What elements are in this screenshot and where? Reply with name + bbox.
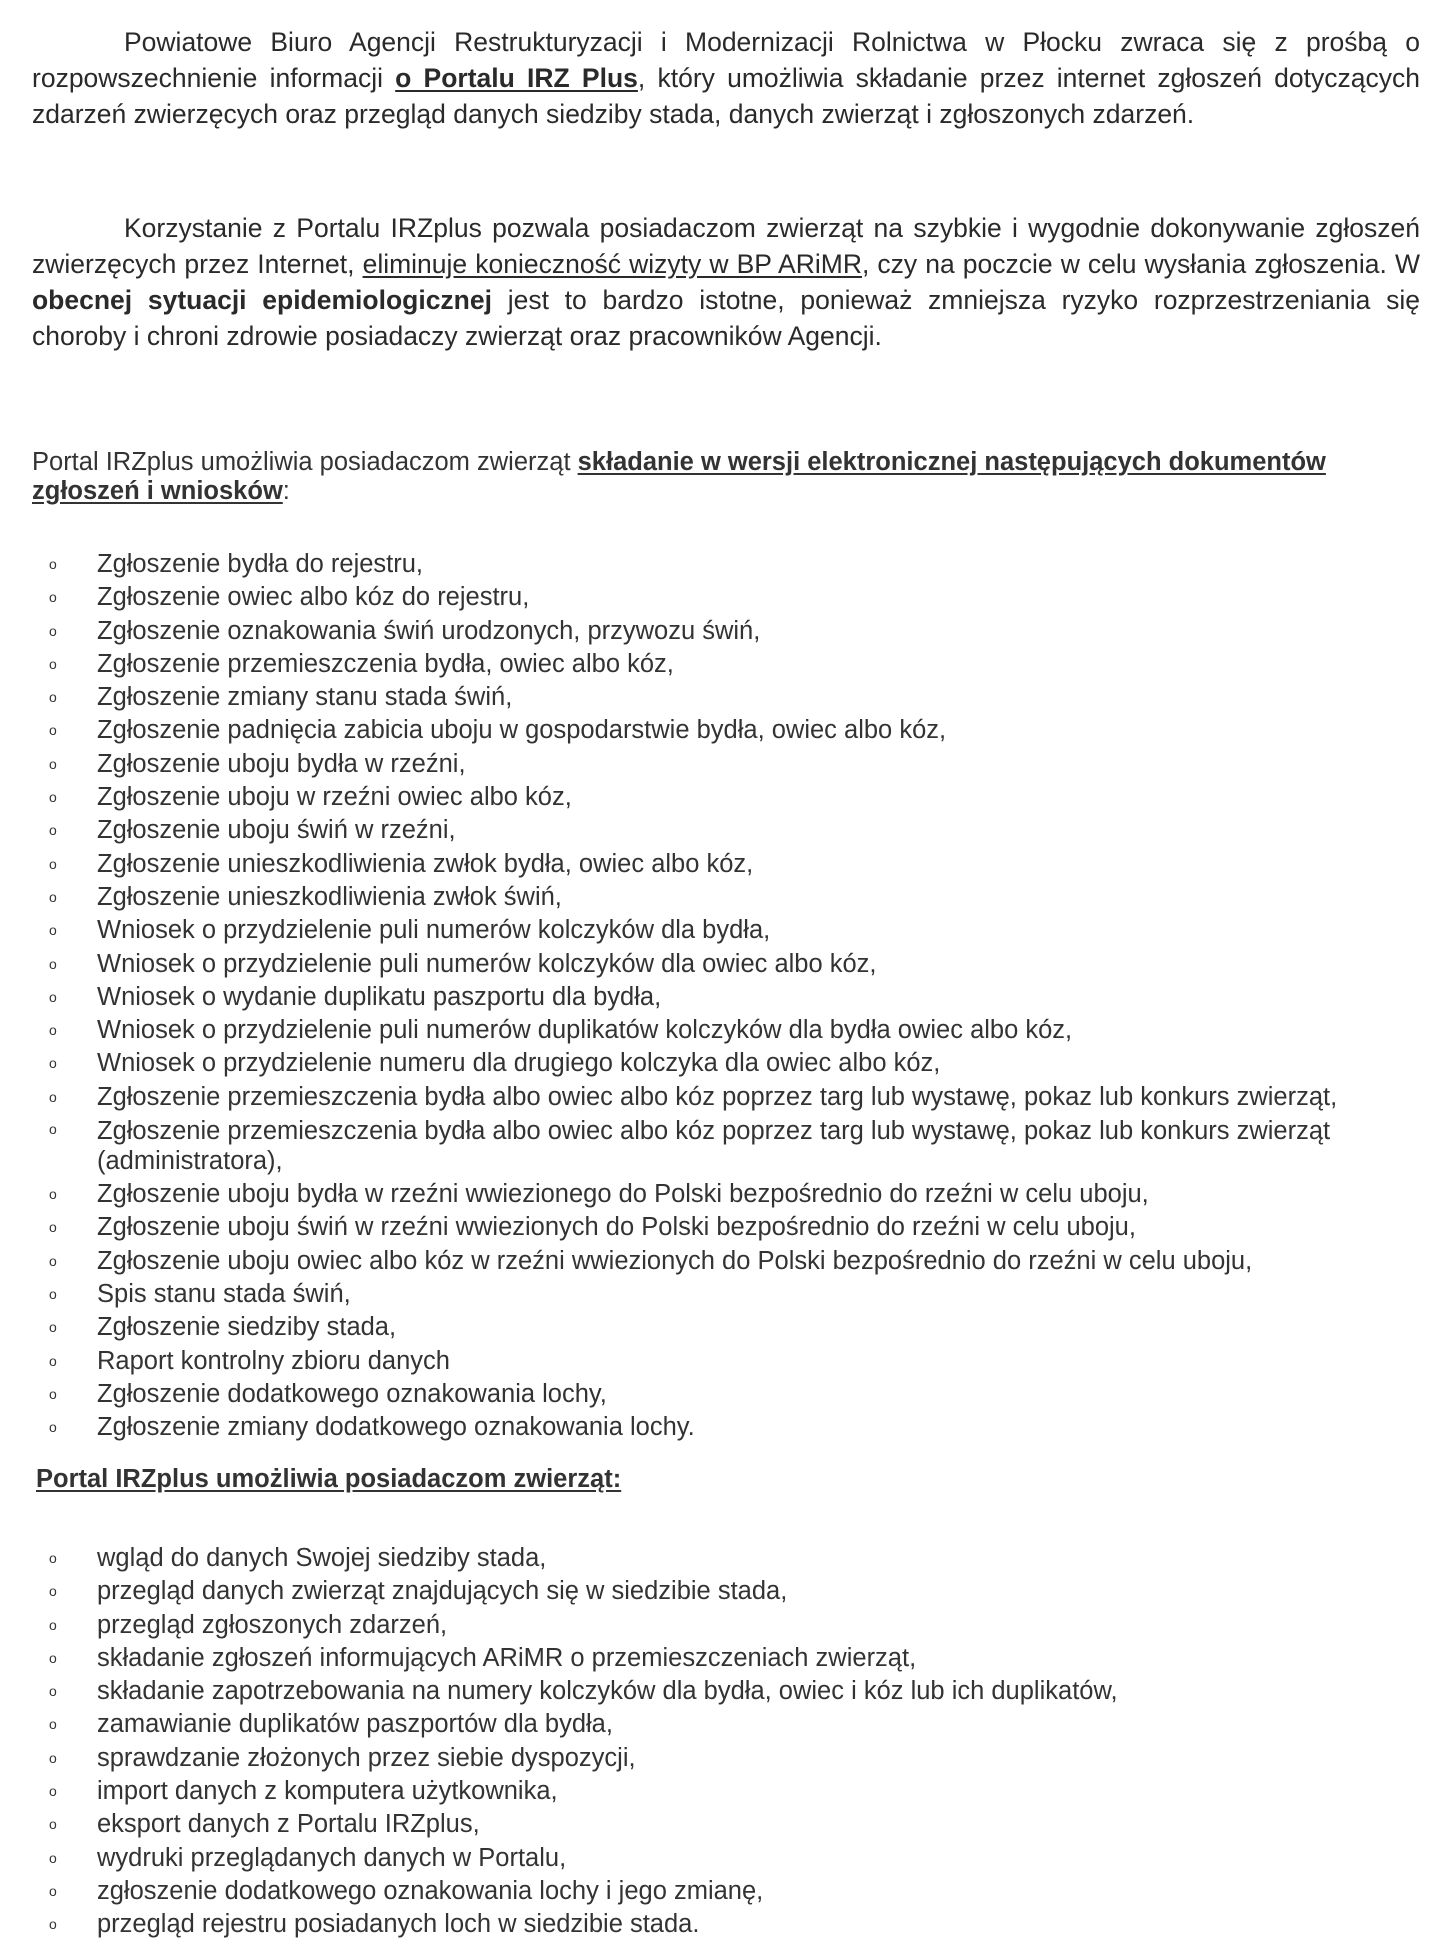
document-list-item-text: Zgłoszenie bydła do rejestru,	[97, 550, 424, 578]
bold-epidemic-text: obecnej sytuacji epidemiologicznej	[32, 285, 492, 315]
bullet-icon: o	[49, 1649, 57, 1666]
document-list-item-text: Zgłoszenie zmiany stanu stada świń,	[97, 683, 513, 712]
document-list-item-text: Spis stanu stada świń,	[97, 1279, 351, 1308]
capability-list-item-text: przegląd zgłoszonych zdarzeń,	[97, 1610, 448, 1639]
document-list-item-text: Zgłoszenie dodatkowego oznakowania lochy,	[97, 1379, 607, 1408]
paragraph-benefits-text-1: Korzystanie z Portalu IRZplus pozwala posiadaczom zwierząt na szybkie i wygodnie dokonywanie zgłoszeń zwierzęcych przez Internet,	[32, 213, 1420, 279]
document-list-item-text: Wniosek o przydzielenie puli numerów kolczyków dla owiec albo kóz,	[97, 949, 877, 978]
capability-list-item-text: wydruki przeglądanych danych w Portalu,	[97, 1843, 567, 1872]
section-heading-capabilities: Portal IRZplus umożliwia posiadaczom zwierząt:	[36, 1465, 622, 1493]
capability-list-item	[0, 1675, 1427, 1708]
bullet-icon: o	[49, 1716, 57, 1733]
bullet-icon: o	[49, 1285, 57, 1302]
document-list-item-text: Zgłoszenie unieszkodliwienia zwłok bydła, owiec albo kóz,	[97, 849, 754, 878]
capability-list-item	[0, 1542, 1427, 1575]
bullet-icon: o	[49, 1121, 57, 1138]
bullet-icon: o	[49, 1882, 57, 1899]
document-list-item	[0, 548, 1427, 581]
bullet-icon: o	[49, 1583, 57, 1600]
document-list-item	[0, 714, 1427, 747]
document-list-item	[0, 581, 1427, 614]
underlined-no-visit-text: eliminuje konieczność wizyty w BP ARiMR	[362, 249, 862, 279]
document-list-item-text: Zgłoszenie przemieszczenia bydła albo owiec albo kóz poprzez targ lub wystawę, pokaz lub konkurs zwierząt (administratora),	[97, 1117, 1331, 1176]
document-list-item	[0, 948, 1427, 981]
capability-list-item	[0, 1842, 1427, 1875]
paragraph-intro-text-end: , który umożliwia składanie przez internet zgłoszeń dotyczących zdarzeń zwierzęcych oraz przegląd danych siedziby stada, danych zwierząt i zgłoszonych zdarzeń.	[32, 63, 1420, 129]
capability-list-item-text: przegląd rejestru posiadanych loch w siedzibie stada.	[97, 1910, 700, 1939]
document-list-item-text: Zgłoszenie uboju w rzeźni owiec albo kóz,	[97, 783, 572, 812]
documents-intro-emphasis: składanie w wersji elektronicznej następujących dokumentów zgłoszeń i wniosków	[32, 448, 1326, 505]
document-list-item	[0, 1345, 1427, 1378]
document-list-item	[0, 1211, 1427, 1244]
bullet-icon: o	[49, 1186, 57, 1203]
document-list-item-text: Zgłoszenie uboju bydła w rzeźni,	[97, 749, 466, 778]
document-list-item-text: Zgłoszenie uboju bydła w rzeźni wwiezionego do Polski bezpośrednio do rzeźni w celu uboju,	[97, 1180, 1149, 1209]
document-list-item	[0, 1411, 1427, 1444]
document-list-item	[0, 1311, 1427, 1344]
bullet-icon: o	[49, 988, 57, 1005]
document-list-item-text: Zgłoszenie unieszkodliwienia zwłok świń,	[97, 882, 562, 911]
bullet-icon: o	[49, 1352, 57, 1369]
paragraph-intro	[32, 24, 1420, 132]
capability-list-item-text: import danych z komputera użytkownika,	[97, 1777, 558, 1806]
document-list-item-text: Raport kontrolny zbioru danych	[97, 1346, 450, 1375]
document-list-item-text: Zgłoszenie zmiany dodatkowego oznakowania lochy.	[97, 1413, 695, 1442]
document-list-item-text: Wniosek o wydanie duplikatu paszportu dla bydła,	[97, 982, 662, 1011]
bullet-icon: o	[49, 556, 57, 572]
document-list-item	[0, 681, 1427, 714]
document-list-item	[0, 648, 1427, 681]
documents-intro-colon: :	[282, 477, 290, 505]
capability-list-item-text: eksport danych z Portalu IRZplus,	[97, 1810, 480, 1839]
paragraph-benefits-text-3: jest to bardzo istotne, ponieważ zmniejsza ryzyko rozprzestrzeniania się choroby i chroni zdrowie posiadaczy zwierząt oraz pracowników Agencji.	[32, 285, 1420, 351]
capability-list-item-text: sprawdzanie złożonych przez siebie dyspozycji,	[97, 1743, 636, 1772]
document-list-item	[0, 914, 1427, 947]
document-list-item-text: Zgłoszenie owiec albo kóz do rejestru,	[97, 583, 530, 612]
document-list-item	[0, 1278, 1427, 1311]
capability-list-item-text: zamawianie duplikatów paszportów dla bydła,	[97, 1710, 613, 1739]
bullet-icon: o	[49, 855, 57, 872]
capability-list-item	[0, 1575, 1427, 1608]
capability-list-item	[0, 1908, 1427, 1941]
capability-list-item	[0, 1775, 1427, 1808]
document-list-item	[0, 848, 1427, 881]
bullet-icon: o	[49, 589, 57, 606]
document-list-item	[0, 781, 1427, 814]
capability-list-item-text: zgłoszenie dodatkowego oznakowania lochy i jego zmianę,	[97, 1876, 764, 1905]
capability-list-item-text: składanie zgłoszeń informujących ARiMR o przemieszczeniach zwierząt,	[97, 1643, 917, 1672]
bullet-icon: o	[49, 1385, 57, 1402]
bullet-icon: o	[49, 1088, 57, 1105]
capability-list-item	[0, 1609, 1427, 1642]
document-list-item-text: Zgłoszenie przemieszczenia bydła, owiec albo kóz,	[97, 649, 674, 678]
capability-list-item	[0, 1708, 1427, 1741]
capability-list-item	[0, 1875, 1427, 1908]
bullet-icon: o	[49, 1749, 57, 1766]
document-list-item	[0, 748, 1427, 781]
document-list-item	[0, 1245, 1427, 1278]
bullet-icon: o	[49, 1022, 57, 1039]
bullet-icon: o	[49, 822, 57, 839]
bullet-icon: o	[49, 1849, 57, 1866]
bullet-icon: o	[49, 622, 57, 639]
document-list-item-text: Wniosek o przydzielenie puli numerów duplikatów kolczyków dla bydła owiec albo kóz,	[97, 1016, 1073, 1045]
documents-list	[0, 548, 1427, 1444]
document-list-item-text: Wniosek o przydzielenie numeru dla drugiego kolczyka dla owiec albo kóz,	[97, 1049, 941, 1078]
document-list-item	[0, 1014, 1427, 1047]
paragraph-benefits-text-2: , czy na poczcie w celu wysłania zgłoszenia. W	[861, 249, 1420, 279]
document-list-item	[0, 1178, 1427, 1211]
document-list-item-text: Zgłoszenie uboju świń w rzeźni,	[97, 816, 456, 845]
bullet-icon: o	[49, 1252, 57, 1269]
bullet-icon: o	[49, 922, 57, 939]
bullet-icon: o	[49, 1055, 57, 1072]
bullet-icon: o	[49, 655, 57, 672]
bullet-icon: o	[49, 689, 57, 706]
document-list-item	[0, 881, 1427, 914]
capability-list-item	[0, 1642, 1427, 1675]
document-list-item	[0, 1047, 1427, 1080]
document-list-item	[0, 615, 1427, 648]
bullet-icon: o	[49, 955, 57, 972]
document-list-item-text: Zgłoszenie uboju owiec albo kóz w rzeźni wwiezionych do Polski bezpośrednio do rzeźni w celu uboju,	[97, 1246, 1253, 1275]
capability-list-item-text: wgląd do danych Swojej siedziby stada,	[97, 1544, 547, 1572]
paragraph-benefits	[32, 210, 1420, 354]
bullet-icon: o	[49, 1319, 57, 1336]
document-list-item	[0, 1081, 1427, 1114]
bullet-icon: o	[49, 789, 57, 806]
document-list-item-text: Zgłoszenie przemieszczenia bydła albo owiec albo kóz poprzez targ lub wystawę, pokaz lub konkurs zwierząt,	[97, 1082, 1338, 1111]
bullet-icon: o	[49, 1916, 57, 1933]
document-list-item-text: Zgłoszenie uboju świń w rzeźni wwiezionych do Polski bezpośrednio do rzeźni w celu uboju,	[97, 1213, 1136, 1242]
capability-list-item	[0, 1808, 1427, 1841]
bullet-icon: o	[49, 888, 57, 905]
documents-intro-text: Portal IRZplus umożliwia posiadaczom zwierząt	[32, 448, 578, 476]
bullet-icon: o	[49, 722, 57, 739]
capabilities-list	[0, 1542, 1427, 1942]
capability-list-item-text: składanie zapotrzebowania na numery kolczyków dla bydła, owiec i kóz lub ich duplikatów,	[97, 1677, 1118, 1706]
portal-irz-plus-link-text: o Portalu IRZ Plus	[395, 63, 638, 93]
paragraph-documents-intro	[32, 448, 1392, 506]
bullet-icon: o	[49, 1816, 57, 1833]
document-list-item-text: Zgłoszenie siedziby stada,	[97, 1313, 397, 1342]
capability-list-item-text: przegląd danych zwierząt znajdujących się w siedzibie stada,	[97, 1577, 788, 1606]
bullet-icon: o	[49, 1616, 57, 1633]
bullet-icon: o	[49, 755, 57, 772]
bullet-icon: o	[49, 1783, 57, 1800]
document-list-item	[0, 1114, 1427, 1178]
bullet-icon: o	[49, 1683, 57, 1700]
bullet-icon: o	[49, 1419, 57, 1436]
capability-list-item	[0, 1742, 1427, 1775]
document-list-item	[0, 1378, 1427, 1411]
bullet-icon: o	[49, 1219, 57, 1236]
document-list-item-text: Zgłoszenie oznakowania świń urodzonych, przywozu świń,	[97, 616, 761, 645]
document-list-item	[0, 981, 1427, 1014]
paragraph-intro-text: Powiatowe Biuro Agencji Restrukturyzacji i Modernizacji Rolnictwa w Płocku zwraca się z prośbą o rozpowszechnienie informacji	[32, 27, 1420, 93]
bullet-icon: o	[49, 1550, 57, 1566]
document-list-item-text: Zgłoszenie padnięcia zabicia uboju w gospodarstwie bydła, owiec albo kóz,	[97, 716, 947, 745]
document-list-item	[0, 814, 1427, 847]
document-list-item-text: Wniosek o przydzielenie puli numerów kolczyków dla bydła,	[97, 916, 771, 945]
